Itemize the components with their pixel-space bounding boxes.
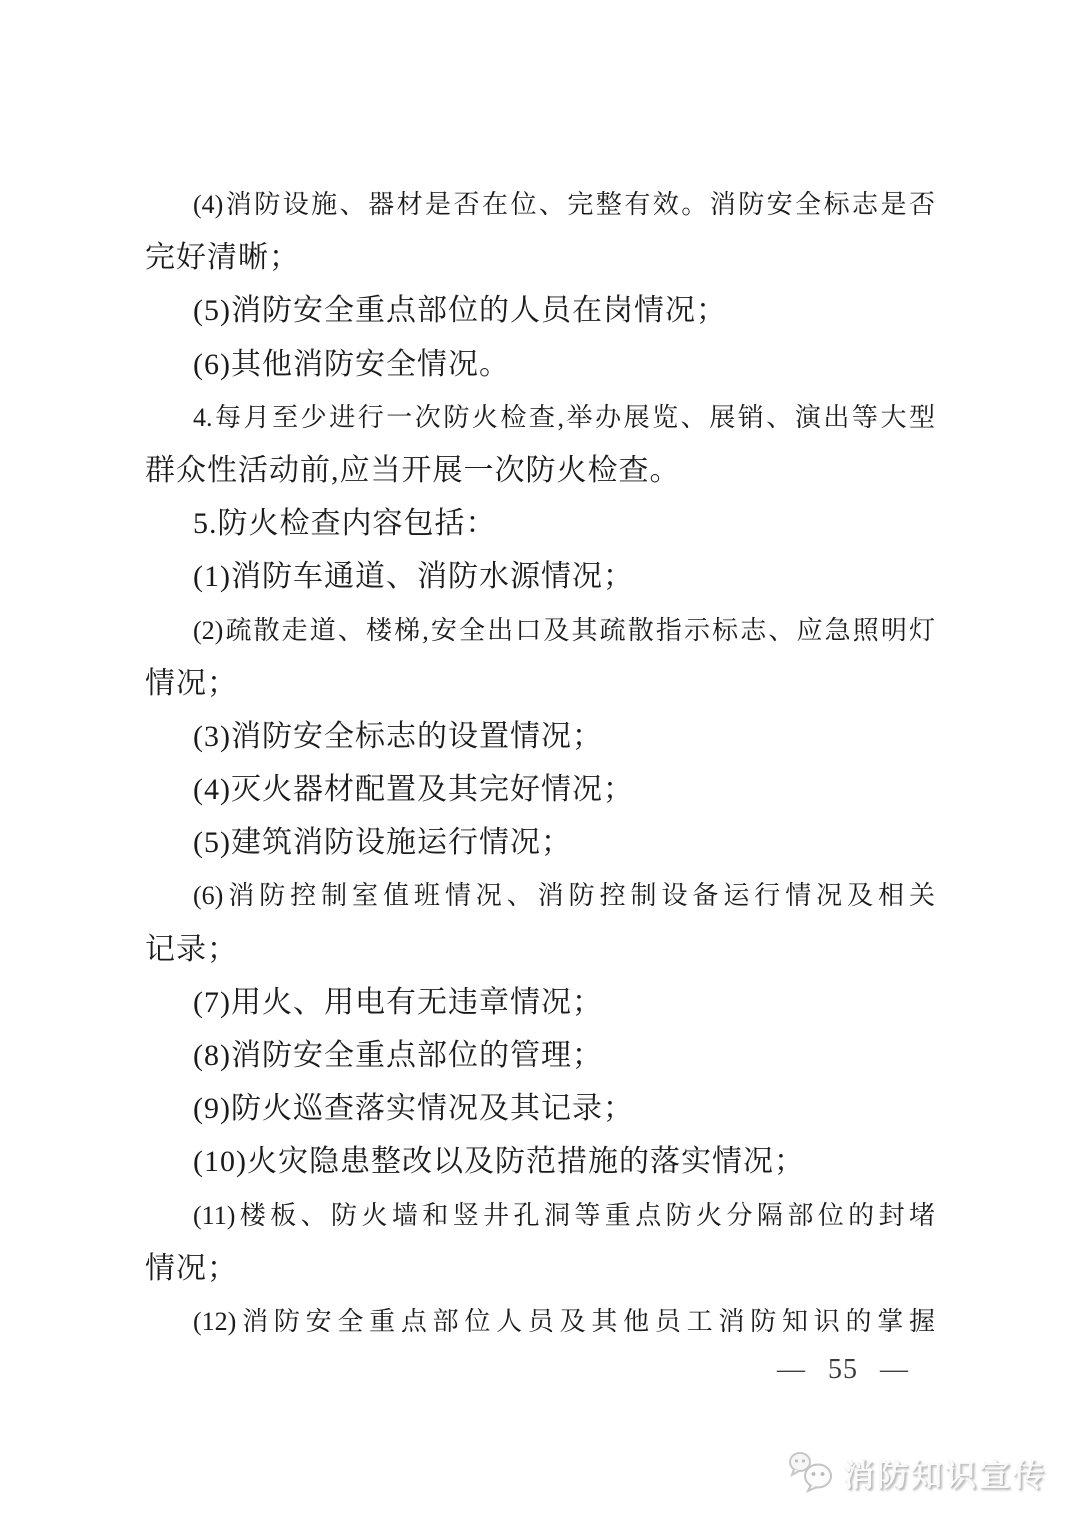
text-line: 完好清晰； xyxy=(145,241,300,275)
watermark xyxy=(787,1450,1047,1495)
text-line: (12)消防安全重点部位人员及其他员工消防知识的掌握 xyxy=(193,1306,935,1336)
text-line: (8)消防安全重点部位的管理； xyxy=(193,1039,603,1072)
text-line: 记录； xyxy=(145,932,238,966)
text-line: (6)其他消防安全情况。 xyxy=(193,347,510,381)
text-line: 情况； xyxy=(145,1251,238,1285)
text-line: (2)疏散走道、楼梯,安全出口及其疏散指示标志、应急照明灯 xyxy=(193,615,935,645)
text-line: 情况； xyxy=(145,666,238,700)
text-line: (5)消防安全重点部位的人员在岗情况； xyxy=(193,294,727,328)
wechat-icon xyxy=(787,1451,835,1495)
text-line: (7)用火、用电有无违章情况； xyxy=(193,985,603,1019)
text-line: 5.防火检查内容包括： xyxy=(193,507,497,541)
text-line: (5)建筑消防设施运行情况； xyxy=(193,826,572,860)
text-line: (10)火灾隐患整改以及防范措施的落实情况； xyxy=(193,1145,805,1179)
text-line: (1)消防车通道、消防水源情况； xyxy=(193,560,634,594)
text-line: (11)楼板、防火墙和竖井孔洞等重点防火分隔部位的封堵 xyxy=(193,1200,935,1230)
text-line: 群众性活动前,应当开展一次防火检查。 xyxy=(145,453,681,487)
text-line: (3)消防安全标志的设置情况； xyxy=(193,719,603,753)
text-line: (6)消防控制室值班情况、消防控制设备运行情况及相关 xyxy=(193,881,935,911)
document-body xyxy=(145,178,935,1348)
text-line: (9)防火巡查落实情况及其记录； xyxy=(193,1092,634,1126)
text-line: 4.每月至少进行一次防火检查,举办展览、展销、演出等大型 xyxy=(193,402,935,432)
text-line: (4)消防设施、器材是否在位、完整有效。消防安全标志是否 xyxy=(193,190,935,219)
text-line: (4)灭火器材配置及其完好情况； xyxy=(193,773,634,807)
page-number: — 55 — xyxy=(777,1354,909,1385)
watermark-text: 消防知识宣传 xyxy=(843,1458,1047,1493)
